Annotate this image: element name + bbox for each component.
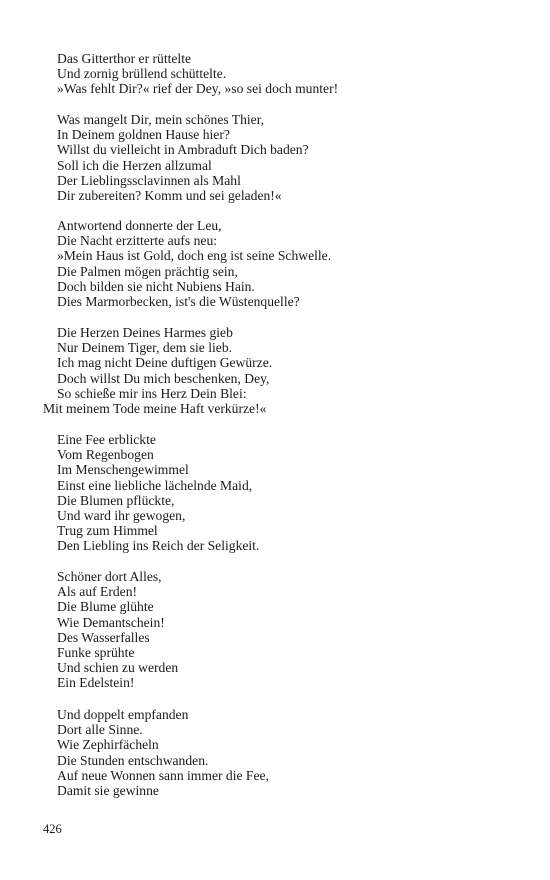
stanza-3 <box>0 218 550 309</box>
verse-line: Die Blumen pflückte, <box>57 492 175 508</box>
verse-line: Doch willst Du mich beschenken, Dey, <box>57 370 270 386</box>
verse-line: Doch bilden sie nicht Nubiens Hain. <box>57 278 255 294</box>
verse-line: Wie Demantschein! <box>57 614 165 630</box>
verse-line: Die Stunden entschwanden. <box>57 752 209 768</box>
verse-line: Trug zum Himmel <box>57 523 158 539</box>
verse-line: Dir zubereiten? Komm und sei geladen!« <box>57 187 282 203</box>
verse-line: Ein Edelstein! <box>57 675 135 691</box>
verse-line: Des Wasserfalles <box>57 629 150 645</box>
stanza-6 <box>0 569 550 691</box>
stanza-5 <box>0 432 550 554</box>
verse-line: Damit sie gewinne <box>57 782 159 798</box>
verse-line: »Was fehlt Dir?« rief der Dey, »so sei doch munter! <box>57 81 339 97</box>
verse-line: Auf neue Wonnen sann immer die Fee, <box>57 767 269 783</box>
verse-line: Die Nacht erzitterte aufs neu: <box>57 233 218 249</box>
verse-line: Schöner dort Alles, <box>57 569 162 584</box>
verse-line: Einst eine liebliche lächelnde Maid, <box>57 477 253 493</box>
verse-line: Eine Fee erblickte <box>57 432 156 447</box>
verse-line: Und zornig brüllend schüttelte. <box>57 66 227 82</box>
verse-line: Nur Deinem Tiger, dem sie lieb. <box>57 340 233 356</box>
verse-line: Und schien zu werden <box>57 660 179 676</box>
verse-line: Das Gitterthor er rüttelte <box>57 51 191 66</box>
verse-line: Dies Marmorbecken, ist's die Wüstenquelle? <box>57 293 300 309</box>
verse-line: Die Herzen Deines Harmes gieb <box>57 325 233 340</box>
verse-line: Im Menschengewimmel <box>57 462 189 478</box>
verse-line: Willst du vielleicht in Ambraduft Dich baden? <box>57 142 309 158</box>
verse-line: Die Blume glühte <box>57 599 154 615</box>
page-number: 426 <box>43 822 62 836</box>
verse-line: Und ward ihr gewogen, <box>57 507 186 523</box>
verse-line: Ich mag nicht Deine duftigen Gewürze. <box>57 355 273 371</box>
verse-line: Soll ich die Herzen allzumal <box>57 157 212 173</box>
verse-line: »Mein Haus ist Gold, doch eng ist seine Schwelle. <box>57 248 332 264</box>
verse-line: Die Palmen mögen prächtig sein, <box>57 263 238 279</box>
verse-line: Funke sprühte <box>57 644 135 660</box>
verse-line: Als auf Erden! <box>57 584 138 600</box>
verse-line-outdented: Mit meinem Tode meine Haft verkürze!« <box>43 400 267 416</box>
verse-line: In Deinem goldnen Hause hier? <box>57 127 230 143</box>
verse-line: Den Liebling ins Reich der Seligkeit. <box>57 538 260 554</box>
stanza-2 <box>0 112 550 203</box>
stanza-4 <box>0 325 550 416</box>
verse-line: Der Lieblingssclavinnen als Mahl <box>57 172 241 188</box>
verse-line: Antwortend donnerte der Leu, <box>57 218 222 233</box>
verse-line: Und doppelt empfanden <box>57 707 189 722</box>
verse-line: Wie Zephirfächeln <box>57 737 159 753</box>
verse-line: So schieße mir ins Herz Dein Blei: <box>57 385 247 401</box>
stanza-7 <box>0 707 550 798</box>
verse-line: Was mangelt Dir, mein schönes Thier, <box>57 112 265 127</box>
verse-line: Vom Regenbogen <box>57 447 154 463</box>
verse-line: Dort alle Sinne. <box>57 722 143 738</box>
stanza-1 <box>0 51 550 97</box>
